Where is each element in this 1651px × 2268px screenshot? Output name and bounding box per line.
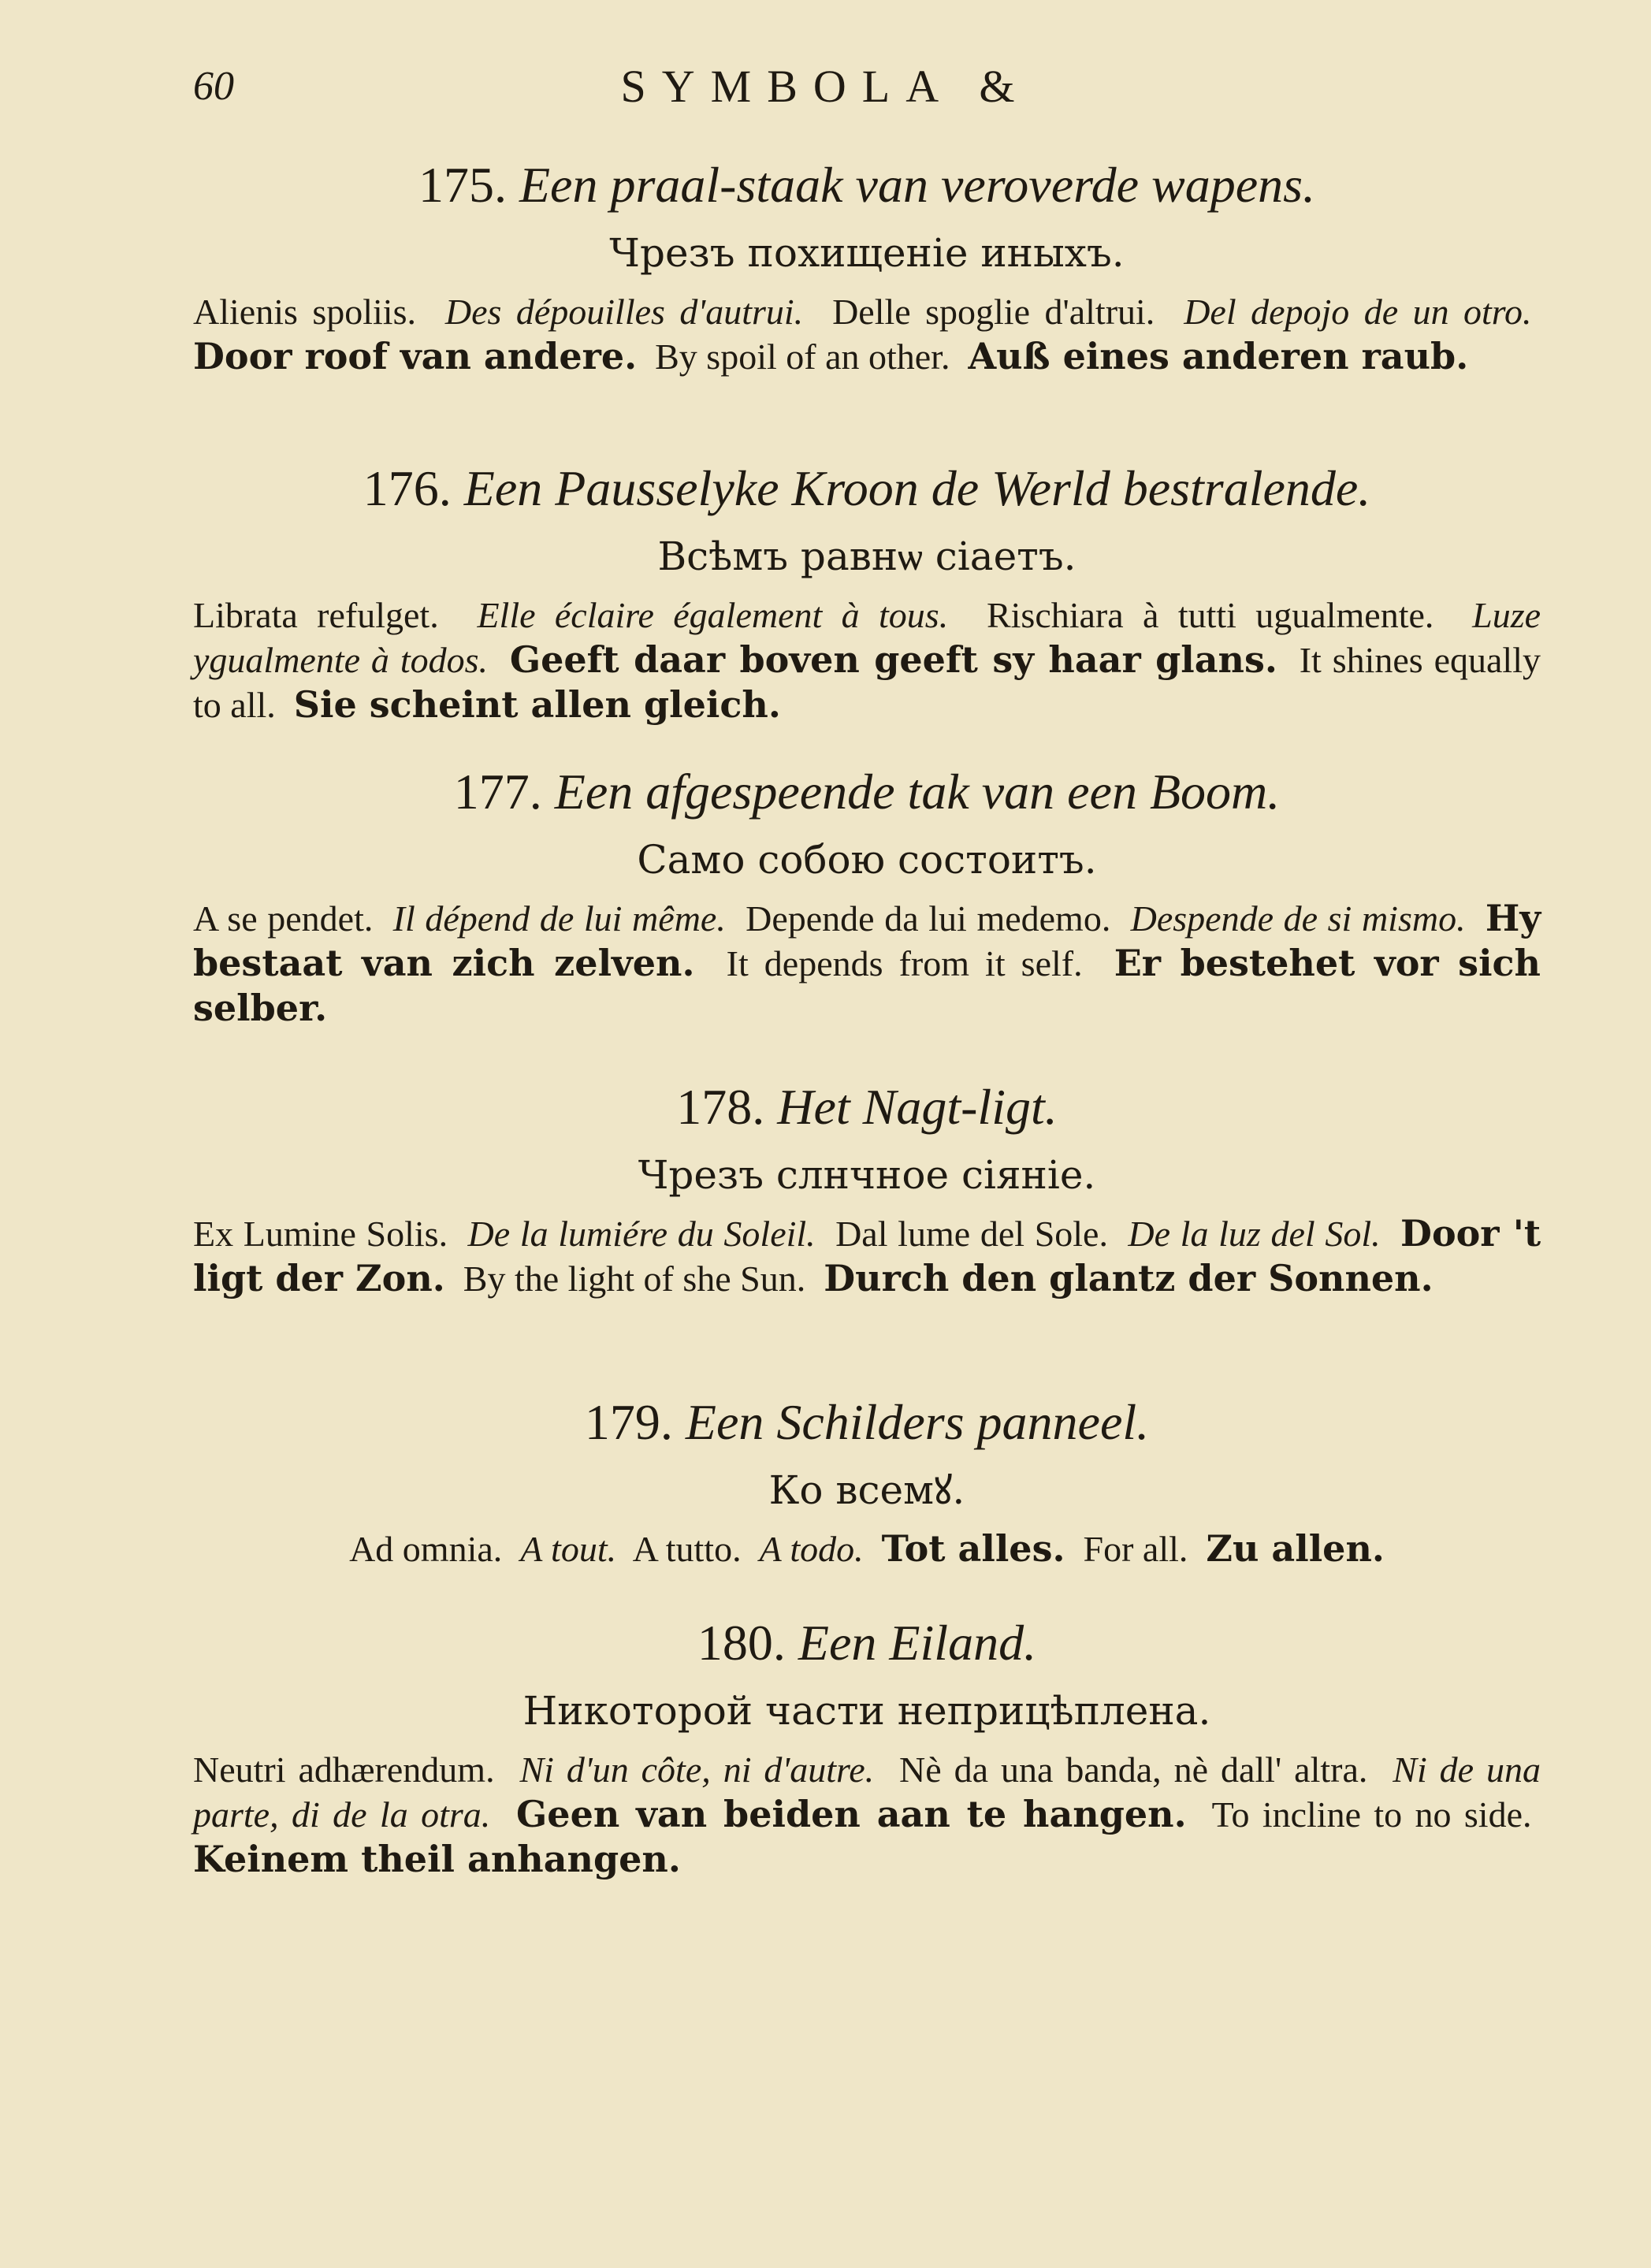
entry-translations: [193, 1211, 1541, 1301]
dutch-text: Hy bestaat van zich zelven.: [193, 897, 1541, 984]
french-text: A tout.: [520, 1529, 617, 1569]
entry-number: 177.: [453, 764, 542, 820]
entry-178: [193, 1076, 1541, 1301]
entry-motto: Само собою состоитъ.: [637, 837, 1097, 883]
entry-heading: [193, 760, 1541, 824]
english-text: By spoil of an other.: [655, 336, 950, 377]
entry-title: Een Eiland.: [798, 1615, 1037, 1671]
spanish-text: De la luz del Sol.: [1128, 1214, 1381, 1254]
entry-heading: [193, 1076, 1541, 1139]
entry-motto: Ко всемꙋ.: [768, 1467, 965, 1513]
entry-translations: [193, 593, 1541, 727]
german-text: Zu allen.: [1206, 1527, 1385, 1570]
entry-title: Een Schilders panneel.: [685, 1394, 1150, 1450]
spanish-text: Despende de si mismo.: [1130, 898, 1466, 939]
entry-heading: [193, 154, 1541, 217]
italian-text: Dal lume del Sole.: [835, 1214, 1108, 1254]
italian-text: A tutto.: [632, 1529, 742, 1569]
french-text: Des dépouilles d'autrui.: [444, 292, 804, 332]
entry-number: 179.: [584, 1394, 673, 1450]
latin-text: Ex Lumine Solis.: [193, 1214, 448, 1254]
german-text: Durch den glantz der Sonnen.: [824, 1257, 1433, 1299]
english-text: It shines equally to all.: [193, 640, 1541, 725]
entry-heading: [193, 1612, 1541, 1675]
english-text: It depends from it self.: [726, 943, 1083, 983]
spanish-text: Del depojo de un otro.: [1184, 292, 1532, 332]
spanish-text: Luze ygualmente à todos.: [193, 595, 1541, 680]
entry-translations: [193, 896, 1541, 1031]
page-number: 60: [193, 64, 234, 109]
running-title: SYMBOLA &: [620, 61, 1031, 112]
entry-175: [193, 154, 1541, 379]
entry-number: 180.: [697, 1615, 786, 1671]
spanish-text: Ni de una parte, di de la otra.: [193, 1749, 1541, 1835]
entry-translations: [193, 289, 1541, 379]
dutch-text: Geeft daar boven geeft sy haar glans.: [509, 638, 1277, 681]
german-text: Er bestehet vor sich selber.: [193, 942, 1541, 1029]
german-text: Sie scheint allen gleich.: [293, 683, 781, 726]
entry-number: 175.: [418, 157, 507, 213]
dutch-text: Geen van beiden aan te hangen.: [516, 1793, 1187, 1835]
entry-179: [193, 1391, 1541, 1571]
french-text: De la lumiére du Soleil.: [467, 1214, 816, 1254]
entry-title: Het Nagt-ligt.: [777, 1079, 1058, 1135]
latin-text: Alienis spoliis.: [193, 292, 416, 332]
entry-heading: [193, 457, 1541, 520]
latin-text: Neutri adhærendum.: [193, 1749, 495, 1790]
entry-180: [193, 1612, 1541, 1882]
entry-motto: Чрезъ похищеніе иныхъ.: [609, 230, 1125, 276]
page-header: [0, 55, 1651, 118]
latin-text: Ad omnia.: [349, 1529, 503, 1569]
entry-heading: [193, 1391, 1541, 1454]
english-text: By the light of she Sun.: [463, 1259, 806, 1299]
entry-number: 176.: [363, 460, 452, 516]
entry-title: Een praal-staak van veroverde wapens.: [519, 157, 1316, 213]
italian-text: Depende da lui medemo.: [746, 898, 1111, 939]
english-text: To incline to no side.: [1211, 1794, 1532, 1835]
entry-title: Een afgespeende tak van een Boom.: [554, 764, 1281, 820]
entry-motto: Никоторой части неприцѣплена.: [522, 1688, 1211, 1734]
latin-text: Librata refulget.: [193, 595, 439, 635]
spanish-text: A todo.: [759, 1529, 864, 1569]
entry-motto: Чрезъ слнчное сіяніе.: [638, 1152, 1096, 1198]
entry-176: [193, 457, 1541, 727]
german-text: Auß eines anderen raub.: [968, 335, 1469, 377]
latin-text: A se pendet.: [193, 898, 374, 939]
entry-translations: [193, 1526, 1541, 1571]
french-text: Il dépend de lui même.: [392, 898, 726, 939]
entry-motto: Всѣмъ равнѡ сіаетъ.: [657, 534, 1076, 579]
entry-translations: [193, 1747, 1541, 1882]
german-text: Keinem theil anhangen.: [193, 1838, 681, 1880]
french-text: Ni d'un côte, ni d'autre.: [519, 1749, 875, 1790]
entry-number: 178.: [676, 1079, 765, 1135]
dutch-text: Door roof van andere.: [193, 335, 638, 377]
french-text: Elle éclaire également à tous.: [477, 595, 949, 635]
italian-text: Delle spoglie d'altrui.: [832, 292, 1155, 332]
dutch-text: Tot alles.: [881, 1527, 1065, 1570]
entry-177: [193, 760, 1541, 1031]
italian-text: Nè da una banda, nè dall' altra.: [899, 1749, 1368, 1790]
italian-text: Rischiara à tutti ugualmente.: [986, 595, 1434, 635]
dutch-text: Door 't ligt der Zon.: [193, 1212, 1541, 1299]
entry-title: Een Pausselyke Kroon de Werld bestralende.: [463, 460, 1371, 516]
english-text: For all.: [1083, 1529, 1188, 1569]
